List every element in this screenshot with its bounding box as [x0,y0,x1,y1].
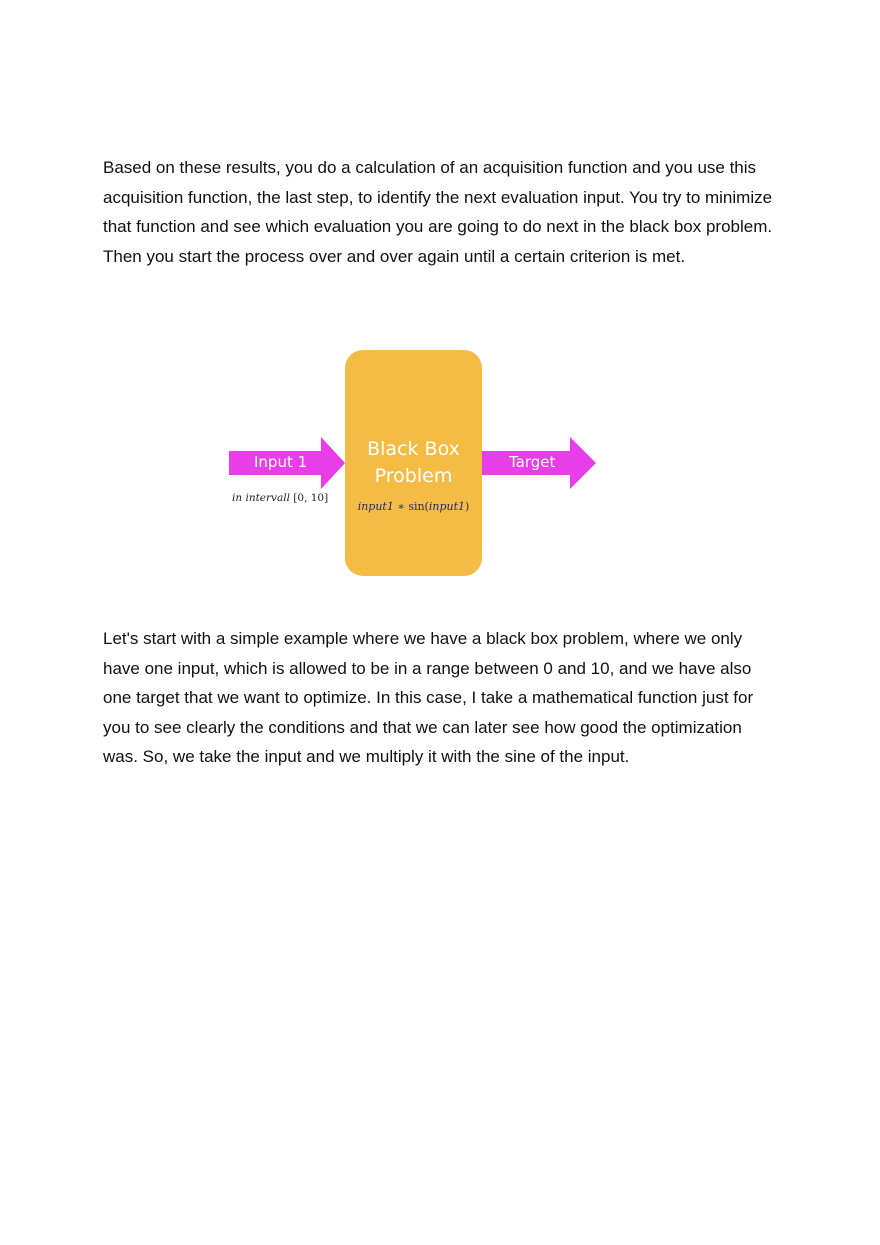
input-interval [232,492,328,504]
formula-op: ∗ sin( [393,500,429,513]
interval-range: [0, 10] [293,492,329,504]
paragraph-example: Let's start with a simple example where we have a black box problem, where we only have one input, which is allowed to be in a range between 0 and 10, and we have also one target that we want to optimize. In this case, I take a mathematical function just for you to see clearly the conditions and that we can later see how good the optimization was. So, we take the input and we multiply it with the sine of the input. [103,629,754,767]
formula-arg: input1 [428,500,466,513]
formula-lhs: input1 [357,500,394,513]
box-formula [345,500,482,513]
formula-close: ) [465,500,470,513]
black-box-diagram [225,348,605,580]
input-label: Input 1 [254,453,308,471]
box-title: Black Box Problem [367,438,460,487]
black-box [345,350,482,576]
output-label: Target [509,453,556,471]
paragraph-acquisition: Based on these results, you do a calculation of an acquisition function and you use this acquisition function, the last step, to identify the next evaluation input. You try to minimize that function and see which evaluation you are going to do next in the black box problem. Then you start the process over and over again until a certain criterion is met. [103,158,773,266]
interval-prefix: in intervall [232,492,290,504]
